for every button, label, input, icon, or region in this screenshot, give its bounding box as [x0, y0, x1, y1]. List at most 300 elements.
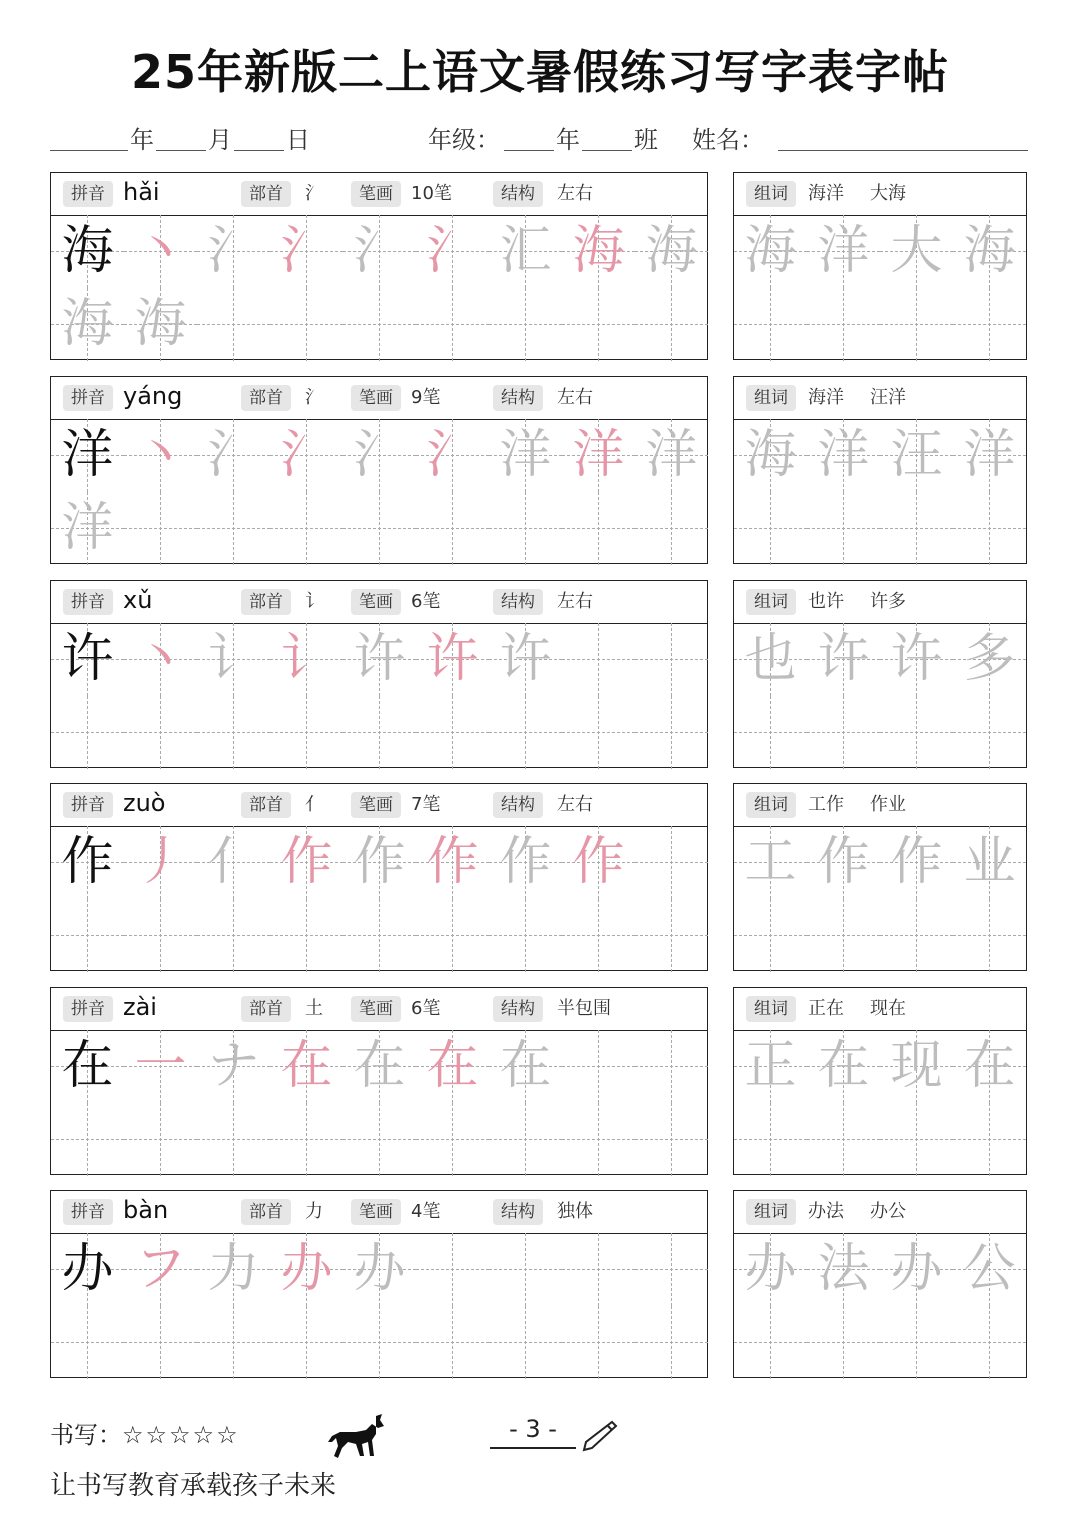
- date-year-label: 年: [130, 126, 154, 154]
- word-cell[interactable]: [734, 1306, 807, 1379]
- word-cell[interactable]: [734, 492, 807, 565]
- word-cell[interactable]: [880, 288, 953, 361]
- writing-cell[interactable]: [635, 826, 708, 899]
- writing-cell[interactable]: [124, 419, 197, 492]
- model-char: 洋: [61, 425, 114, 485]
- writing-cell[interactable]: [343, 1030, 416, 1103]
- writing-cell[interactable]: [197, 1103, 270, 1176]
- writing-cell[interactable]: [270, 1103, 343, 1176]
- stroke-step-char: 讠: [280, 629, 333, 689]
- guide-line-v: [379, 288, 380, 361]
- writing-cell[interactable]: [197, 826, 270, 899]
- word-cell[interactable]: [953, 1103, 1026, 1176]
- guide-line-v: [306, 1306, 307, 1379]
- writing-cell[interactable]: [416, 492, 489, 565]
- word-cell[interactable]: [880, 1103, 953, 1176]
- model-char: 作: [61, 832, 114, 892]
- writing-cell[interactable]: [416, 1233, 489, 1306]
- writing-cell[interactable]: [343, 623, 416, 696]
- word-cell[interactable]: [807, 1306, 880, 1379]
- word-cell[interactable]: [734, 623, 807, 696]
- stroke-step-char: 氵: [426, 221, 479, 281]
- writing-cell[interactable]: [635, 623, 708, 696]
- word-cell[interactable]: [953, 1306, 1026, 1379]
- rating-stars[interactable]: ☆☆☆☆☆: [122, 1421, 240, 1449]
- guide-line-v: [452, 1233, 453, 1306]
- guide-line-v: [160, 696, 161, 769]
- char-info-header: [51, 1191, 707, 1234]
- strokes-tag: 笔画: [351, 181, 401, 207]
- horse-icon: [326, 1412, 386, 1466]
- guide-line-v: [598, 288, 599, 361]
- char-info-header: [51, 377, 707, 420]
- word-value: 海洋: [808, 387, 844, 408]
- writing-cell[interactable]: [51, 419, 124, 492]
- writing-cell[interactable]: [124, 215, 197, 288]
- guide-line-v: [233, 1306, 234, 1379]
- writing-cell[interactable]: [51, 1030, 124, 1103]
- word-cell[interactable]: [807, 492, 880, 565]
- guide-line-v: [916, 288, 917, 361]
- word-cell[interactable]: [734, 1233, 807, 1306]
- word-cell[interactable]: [734, 1103, 807, 1176]
- word-trace-char: 在: [817, 1036, 870, 1096]
- writing-cell[interactable]: [562, 1233, 635, 1306]
- strokes-tag: 笔画: [351, 996, 401, 1022]
- stroke-step-char: 氵: [426, 425, 479, 485]
- stroke-step-char: 许: [499, 629, 552, 689]
- practice-grid: [50, 580, 708, 768]
- stroke-step-char: 在: [353, 1036, 406, 1096]
- writing-label: 书写：: [50, 1421, 122, 1449]
- writing-cell[interactable]: [416, 215, 489, 288]
- writing-cell[interactable]: [635, 696, 708, 769]
- writing-cell[interactable]: [416, 826, 489, 899]
- word-trace-char: 洋: [817, 221, 870, 281]
- guide-line-v: [87, 899, 88, 972]
- writing-cell[interactable]: [635, 1103, 708, 1176]
- word-cell[interactable]: [880, 899, 953, 972]
- writing-cell[interactable]: [197, 1030, 270, 1103]
- writing-cell[interactable]: [562, 492, 635, 565]
- stroke-step-char: 氵: [353, 425, 406, 485]
- guide-line-v: [598, 492, 599, 565]
- writing-cell[interactable]: [343, 419, 416, 492]
- writing-cell[interactable]: [51, 623, 124, 696]
- stroke-step-char: 办: [280, 1239, 333, 1299]
- writing-cell[interactable]: [562, 899, 635, 972]
- writing-cell[interactable]: [270, 899, 343, 972]
- writing-cell[interactable]: [489, 623, 562, 696]
- word-cell[interactable]: [880, 419, 953, 492]
- stroke-step-char: 丶: [134, 425, 187, 485]
- writing-cell[interactable]: [270, 288, 343, 361]
- writing-cell[interactable]: [416, 419, 489, 492]
- writing-cell[interactable]: [197, 419, 270, 492]
- guide-line-v: [233, 1103, 234, 1176]
- writing-cell[interactable]: [635, 1233, 708, 1306]
- guide-line-v: [525, 696, 526, 769]
- writing-cell[interactable]: [197, 1306, 270, 1379]
- writing-cell[interactable]: [124, 1233, 197, 1306]
- writing-cell[interactable]: [635, 492, 708, 565]
- guide-line-v: [916, 696, 917, 769]
- stroke-step-char: 丿: [134, 832, 187, 892]
- word-cell[interactable]: [734, 288, 807, 361]
- writing-cell[interactable]: [416, 288, 489, 361]
- guide-line-v: [452, 696, 453, 769]
- guide-line-v: [525, 492, 526, 565]
- guide-line-v: [525, 1306, 526, 1379]
- word-cell[interactable]: [807, 696, 880, 769]
- writing-cell[interactable]: [489, 696, 562, 769]
- writing-cell[interactable]: [51, 899, 124, 972]
- guide-line-v: [843, 1306, 844, 1379]
- writing-cell[interactable]: [343, 215, 416, 288]
- words-tag: 组词: [746, 181, 796, 207]
- word-cell[interactable]: [807, 1030, 880, 1103]
- writing-cell[interactable]: [489, 419, 562, 492]
- word-cell[interactable]: [734, 826, 807, 899]
- pinyin-tag: 拼音: [63, 996, 113, 1022]
- writing-cell[interactable]: [270, 623, 343, 696]
- radical-tag: 部首: [241, 181, 291, 207]
- word-cell[interactable]: [807, 1103, 880, 1176]
- writing-cell[interactable]: [489, 1306, 562, 1379]
- structure-tag: 结构: [493, 1199, 543, 1225]
- pinyin-tag: 拼音: [63, 792, 113, 818]
- writing-cell[interactable]: [270, 419, 343, 492]
- word-trace-char: 海: [744, 425, 797, 485]
- words-tag: 组词: [746, 996, 796, 1022]
- date-day-blank[interactable]: [234, 150, 284, 151]
- word-cell[interactable]: [880, 1233, 953, 1306]
- writing-cell[interactable]: [562, 696, 635, 769]
- writing-cell[interactable]: [489, 899, 562, 972]
- guide-line-v: [671, 623, 672, 696]
- stroke-step-char: 作: [280, 832, 333, 892]
- word-value: 海洋: [808, 183, 844, 204]
- word-cell[interactable]: [880, 1306, 953, 1379]
- word-cell[interactable]: [953, 492, 1026, 565]
- structure-tag: 结构: [493, 385, 543, 411]
- writing-cell[interactable]: [51, 1103, 124, 1176]
- word-value: 办法: [808, 1201, 844, 1222]
- word-grid: [733, 172, 1027, 360]
- guide-line-v: [770, 492, 771, 565]
- guide-line-v: [843, 899, 844, 972]
- writing-cell[interactable]: [343, 1306, 416, 1379]
- guide-line-v: [598, 1030, 599, 1103]
- practice-grid: [50, 1190, 708, 1378]
- structure-tag: 结构: [493, 792, 543, 818]
- writing-cell[interactable]: [489, 215, 562, 288]
- writing-cell[interactable]: [416, 1103, 489, 1176]
- strokes-value: 4笔: [411, 1201, 441, 1222]
- word-trace-char: 海: [744, 221, 797, 281]
- writing-cell[interactable]: [51, 1306, 124, 1379]
- grade-year-label: 年: [556, 126, 580, 154]
- guide-line-v: [671, 288, 672, 361]
- pen-icon: [580, 1418, 620, 1454]
- word-grid: [733, 987, 1027, 1175]
- word-cell[interactable]: [807, 215, 880, 288]
- radical-value: 土: [305, 998, 323, 1019]
- words-header: [734, 1191, 1026, 1234]
- writing-cell[interactable]: [562, 1030, 635, 1103]
- word-cell[interactable]: [953, 419, 1026, 492]
- guide-line-v: [87, 1306, 88, 1379]
- guide-line-v: [671, 826, 672, 899]
- guide-line-v: [989, 492, 990, 565]
- word-cell[interactable]: [734, 1030, 807, 1103]
- writing-cell[interactable]: [124, 899, 197, 972]
- word-cell[interactable]: [953, 899, 1026, 972]
- stroke-step-char: 洋: [499, 425, 552, 485]
- writing-cell[interactable]: [51, 215, 124, 288]
- writing-cell[interactable]: [489, 826, 562, 899]
- writing-cell[interactable]: [51, 1233, 124, 1306]
- grade-label: 年级：: [428, 126, 500, 154]
- guide-line-v: [160, 899, 161, 972]
- word-trace-char: 也: [744, 629, 797, 689]
- stroke-step-char: 海: [645, 221, 698, 281]
- writing-cell[interactable]: [197, 1233, 270, 1306]
- guide-line-v: [916, 492, 917, 565]
- guide-line-v: [452, 288, 453, 361]
- writing-cell[interactable]: [124, 492, 197, 565]
- model-char: 办: [61, 1239, 114, 1299]
- info-line: [50, 120, 1030, 156]
- writing-cell[interactable]: [270, 215, 343, 288]
- radical-value: 亻: [305, 794, 323, 815]
- word-cell[interactable]: [880, 696, 953, 769]
- writing-cell[interactable]: [51, 288, 124, 361]
- writing-cell[interactable]: [562, 826, 635, 899]
- writing-cell[interactable]: [124, 288, 197, 361]
- word-cell[interactable]: [880, 826, 953, 899]
- writing-cell[interactable]: [197, 696, 270, 769]
- guide-line-v: [160, 492, 161, 565]
- writing-cell[interactable]: [562, 1306, 635, 1379]
- stroke-step-char: 许: [426, 629, 479, 689]
- writing-cell[interactable]: [635, 288, 708, 361]
- strokes-tag: 笔画: [351, 1199, 401, 1225]
- guide-line-v: [452, 899, 453, 972]
- writing-cell[interactable]: [416, 696, 489, 769]
- guide-line-v: [843, 1103, 844, 1176]
- word-value: 办公: [870, 1201, 906, 1222]
- date-month-blank[interactable]: [156, 150, 206, 151]
- writing-cell[interactable]: [635, 1306, 708, 1379]
- word-cell[interactable]: [807, 826, 880, 899]
- stroke-step-char: 汇: [499, 221, 552, 281]
- writing-cell[interactable]: [343, 826, 416, 899]
- page-title: 25年新版二上语文暑假练习写字表字帖: [130, 45, 949, 99]
- word-cell[interactable]: [807, 899, 880, 972]
- writing-cell[interactable]: [343, 1103, 416, 1176]
- word-trace-char: 工: [744, 832, 797, 892]
- writing-cell[interactable]: [489, 288, 562, 361]
- word-cell[interactable]: [734, 899, 807, 972]
- stroke-step-char: 作: [572, 832, 625, 892]
- writing-cell[interactable]: [270, 492, 343, 565]
- writing-cell[interactable]: [489, 1030, 562, 1103]
- writing-cell[interactable]: [343, 1233, 416, 1306]
- writing-cell[interactable]: [562, 623, 635, 696]
- word-cell[interactable]: [734, 215, 807, 288]
- class-label: 班: [634, 126, 658, 154]
- writing-cell[interactable]: [197, 492, 270, 565]
- writing-cell[interactable]: [124, 826, 197, 899]
- writing-cell[interactable]: [124, 696, 197, 769]
- writing-cell[interactable]: [635, 1030, 708, 1103]
- guide-line-v: [770, 1103, 771, 1176]
- stroke-step-char: 氵: [280, 221, 333, 281]
- guide-line-v: [989, 1103, 990, 1176]
- writing-cell[interactable]: [197, 288, 270, 361]
- guide-line-v: [598, 1233, 599, 1306]
- writing-cell[interactable]: [197, 623, 270, 696]
- writing-cell[interactable]: [51, 826, 124, 899]
- date-month-label: 月: [208, 126, 232, 154]
- model-char: 在: [61, 1036, 114, 1096]
- words-tag: 组词: [746, 589, 796, 615]
- writing-cell[interactable]: [343, 492, 416, 565]
- guide-line-v: [525, 288, 526, 361]
- word-value: 现在: [870, 998, 906, 1019]
- char-section: [50, 987, 1028, 1177]
- writing-cell[interactable]: [270, 826, 343, 899]
- word-cell[interactable]: [953, 1233, 1026, 1306]
- stroke-step-char: 洋: [572, 425, 625, 485]
- writing-cell[interactable]: [124, 623, 197, 696]
- word-value: 作业: [870, 794, 906, 815]
- writing-cell[interactable]: [51, 696, 124, 769]
- word-trace-char: 办: [744, 1239, 797, 1299]
- date-day-label: 日: [286, 126, 310, 154]
- structure-tag: 结构: [493, 181, 543, 207]
- guide-line-v: [379, 492, 380, 565]
- words-header: [734, 377, 1026, 420]
- stroke-step-char: 在: [426, 1036, 479, 1096]
- writing-cell[interactable]: [343, 899, 416, 972]
- writing-cell[interactable]: [416, 899, 489, 972]
- date-year-blank[interactable]: [50, 150, 128, 151]
- writing-cell[interactable]: [635, 419, 708, 492]
- writing-cell[interactable]: [124, 1103, 197, 1176]
- writing-cell[interactable]: [197, 899, 270, 972]
- word-trace-char: 大: [890, 221, 943, 281]
- writing-cell[interactable]: [343, 288, 416, 361]
- writing-cell[interactable]: [562, 288, 635, 361]
- writing-cell[interactable]: [197, 215, 270, 288]
- writing-cell[interactable]: [270, 1030, 343, 1103]
- radical-tag: 部首: [241, 385, 291, 411]
- writing-cell[interactable]: [270, 1306, 343, 1379]
- writing-cell[interactable]: [124, 1030, 197, 1103]
- writing-cell[interactable]: [270, 696, 343, 769]
- stroke-step-char: 作: [499, 832, 552, 892]
- word-cell[interactable]: [734, 696, 807, 769]
- word-value: 也许: [808, 591, 844, 612]
- radical-value: 力: [305, 1201, 323, 1222]
- writing-cell[interactable]: [124, 1306, 197, 1379]
- writing-cell[interactable]: [416, 623, 489, 696]
- guide-line-v: [525, 1103, 526, 1176]
- writing-cell[interactable]: [51, 492, 124, 565]
- radical-tag: 部首: [241, 589, 291, 615]
- word-cell[interactable]: [880, 492, 953, 565]
- stroke-step-char: 洋: [645, 425, 698, 485]
- strokes-value: 6笔: [411, 591, 441, 612]
- word-cell[interactable]: [880, 1030, 953, 1103]
- writing-cell[interactable]: [489, 1233, 562, 1306]
- writing-cell[interactable]: [562, 419, 635, 492]
- writing-cell[interactable]: [489, 492, 562, 565]
- word-cell[interactable]: [953, 623, 1026, 696]
- grade-blank[interactable]: [504, 150, 554, 151]
- guide-line-v: [843, 288, 844, 361]
- word-cell[interactable]: [807, 419, 880, 492]
- writing-cell[interactable]: [416, 1306, 489, 1379]
- strokes-tag: 笔画: [351, 792, 401, 818]
- word-cell[interactable]: [953, 826, 1026, 899]
- writing-cell[interactable]: [635, 215, 708, 288]
- word-cell[interactable]: [953, 215, 1026, 288]
- writing-cell[interactable]: [635, 899, 708, 972]
- stroke-step-char: 许: [353, 629, 406, 689]
- guide-line-v: [452, 1103, 453, 1176]
- writing-cell[interactable]: [562, 215, 635, 288]
- guide-line-v: [916, 1306, 917, 1379]
- word-cell[interactable]: [734, 419, 807, 492]
- guide-line-v: [598, 696, 599, 769]
- word-cell[interactable]: [953, 1030, 1026, 1103]
- word-value: 许多: [870, 591, 906, 612]
- writing-cell[interactable]: [343, 696, 416, 769]
- guide-line-v: [306, 492, 307, 565]
- word-cell[interactable]: [953, 696, 1026, 769]
- writing-cell[interactable]: [489, 1103, 562, 1176]
- word-trace-char: 办: [890, 1239, 943, 1299]
- name-blank[interactable]: [778, 150, 1028, 151]
- word-cell[interactable]: [953, 288, 1026, 361]
- word-cell[interactable]: [807, 623, 880, 696]
- guide-line-v: [671, 1233, 672, 1306]
- word-trace-char: 洋: [963, 425, 1016, 485]
- writing-cell[interactable]: [270, 1233, 343, 1306]
- stroke-step-char: 氵: [207, 425, 260, 485]
- guide-line-v: [306, 899, 307, 972]
- word-cell[interactable]: [807, 288, 880, 361]
- guide-line-v: [671, 1030, 672, 1103]
- stroke-step-char: ナ: [207, 1036, 260, 1096]
- guide-line-v: [525, 899, 526, 972]
- guide-line-v: [598, 623, 599, 696]
- word-cell[interactable]: [807, 1233, 880, 1306]
- word-cell[interactable]: [880, 623, 953, 696]
- structure-tag: 结构: [493, 996, 543, 1022]
- word-cell[interactable]: [880, 215, 953, 288]
- words-tag: 组词: [746, 385, 796, 411]
- class-blank[interactable]: [582, 150, 632, 151]
- trace-char: 海: [61, 294, 114, 354]
- writing-cell[interactable]: [416, 1030, 489, 1103]
- structure-value: 独体: [557, 1201, 593, 1222]
- stroke-step-char: 氵: [353, 221, 406, 281]
- writing-cell[interactable]: [562, 1103, 635, 1176]
